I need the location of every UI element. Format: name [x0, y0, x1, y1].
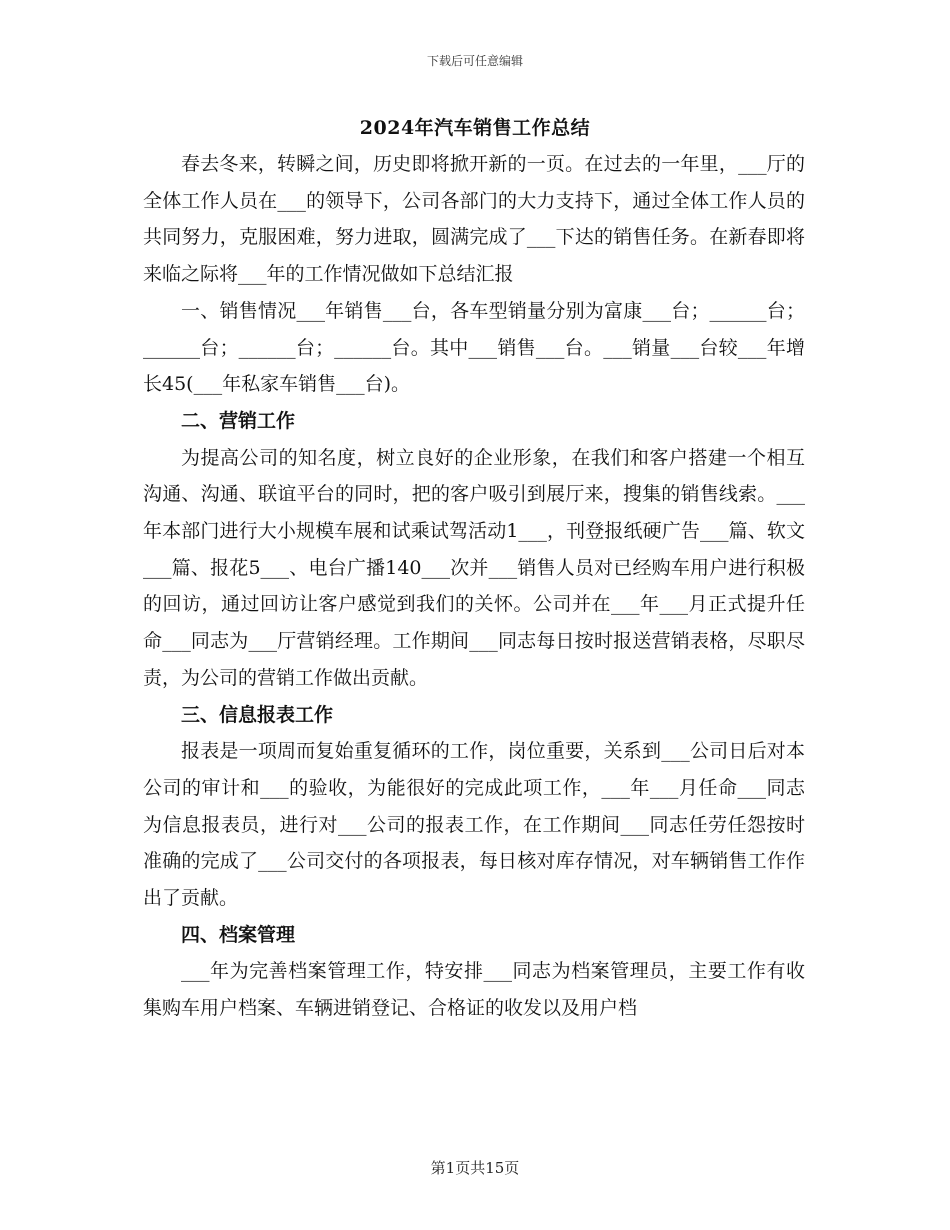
intro-paragraph: 春去冬来，转瞬之间，历史即将掀开新的一页。在过去的一年里，___厅的全体工作人员在___的领导下，公司各部门的大力支持下，通过全体工作人员的共同努力，克服困难，努力进取，圆满完成了___下达的销售任务。在新春即将来临之际将___年的工作情况做如下总结汇报: [143, 153, 805, 286]
document-title: 2024年汽车销售工作总结: [359, 117, 591, 139]
section-report-heading: 三、信息报表工作: [181, 703, 334, 726]
document-body: [143, 146, 805, 1027]
page-number: 第1页共15页: [430, 1159, 520, 1177]
section-archive-paragraph: ___年为完善档案管理工作，特安排___同志为档案管理员，主要工作有收集购车用户档案、车辆进销登记、合格证的收发以及用户档: [143, 960, 805, 1020]
page-header-note: 下载后可任意编辑: [426, 54, 523, 68]
section-report-paragraph: 报表是一项周而复始重复循环的工作，岗位重要，关系到___公司日后对本公司的审计和___的验收，为能很好的完成此项工作，___年___月任命___同志为信息报表员，进行对___公司的报表工作，在工作期间___同志任劳任怨按时准确的完成了___公司交付的各项报表，每日核对库存情况，对车辆销售工作作出了贡献。: [143, 740, 805, 910]
section-archive-heading: 四、档案管理: [181, 923, 296, 946]
section-marketing-paragraph: 为提高公司的知名度，树立良好的企业形象，在我们和客户搭建一个相互沟通、沟通、联谊平台的同时，把的客户吸引到展厅来，搜集的销售线索。___年本部门进行大小规模车展和试乘试驾活动1___，刊登报纸硬广告___篇、软文___篇、报花5___、电台广播140___次并___销售人员对已经购车用户进行积极的回访，通过回访让客户感觉到我们的关怀。公司并在___年___月正式提升任命___同志为___厅营销经理。工作期间___同志每日按时报送营销表格，尽职尽责，为公司的营销工作做出贡献。: [143, 446, 805, 689]
section-marketing-heading: 二、营销工作: [181, 409, 296, 432]
section-sales-paragraph: 一、销售情况___年销售___台，各车型销量分别为富康___台；______台；______台；______台；______台。其中___销售___台。___销量___台较___年增长45(___年私家车销售___台)。: [143, 299, 805, 396]
